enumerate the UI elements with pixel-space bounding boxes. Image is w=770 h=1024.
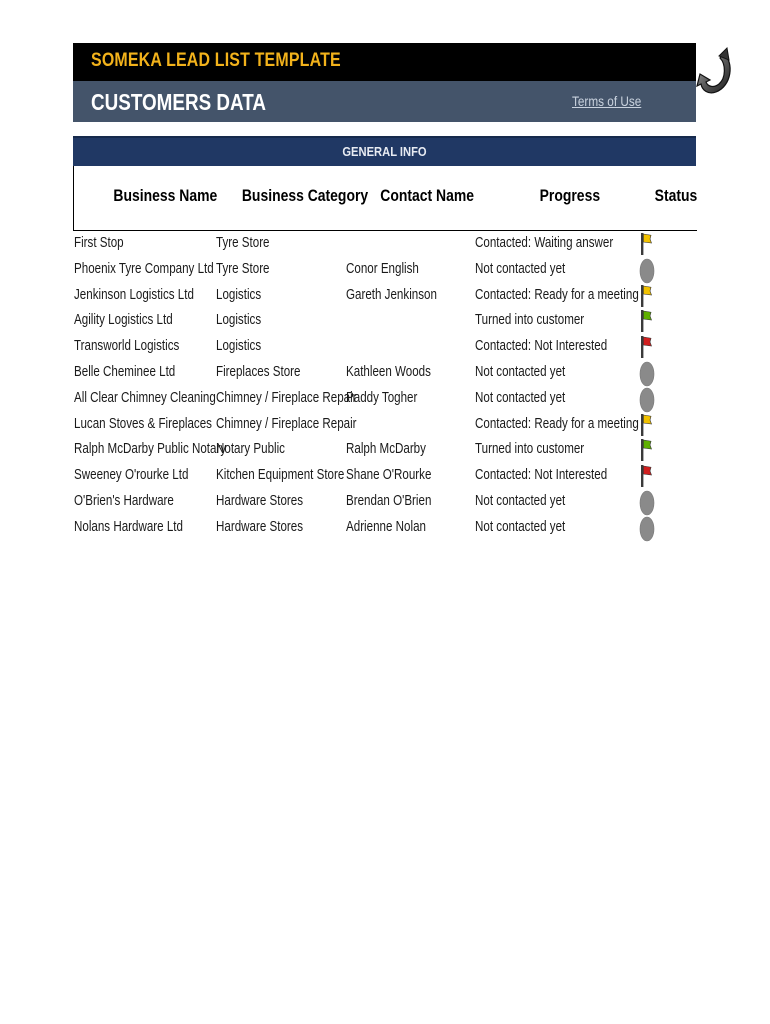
business-name-cell[interactable]: Transworld Logistics	[74, 338, 180, 355]
table-row[interactable]	[73, 232, 696, 258]
column-header-progress: Progress	[539, 186, 601, 205]
contact-name-cell[interactable]: Brendan O'Brien	[346, 492, 432, 509]
business-category-cell[interactable]: Chimney / Fireplace Repair	[216, 389, 357, 406]
business-name-cell[interactable]: Ralph McDarby Public Notary	[74, 441, 227, 458]
terms-of-use-link[interactable]: Terms of Use	[572, 93, 642, 109]
business-category-cell[interactable]: Fireplaces Store	[216, 363, 301, 380]
business-category-cell[interactable]: Hardware Stores	[216, 492, 304, 509]
contact-name-cell[interactable]: Shane O'Rourke	[346, 467, 432, 484]
business-name-cell[interactable]: Nolans Hardware Ltd	[74, 518, 183, 535]
refresh-icon[interactable]	[696, 46, 736, 102]
status-dot-icon	[639, 258, 655, 284]
contact-name-cell[interactable]: Adrienne Nolan	[346, 518, 426, 535]
progress-cell[interactable]: Turned into customer	[475, 441, 585, 458]
progress-cell[interactable]: Not contacted yet	[475, 518, 566, 535]
title-banner	[73, 43, 696, 81]
table-row[interactable]	[73, 490, 696, 516]
table-row[interactable]	[73, 413, 696, 439]
business-name-cell[interactable]: Phoenix Tyre Company Ltd	[74, 260, 214, 277]
table-header	[73, 166, 697, 231]
business-name-cell[interactable]: Lucan Stoves & Fireplaces	[74, 415, 212, 432]
progress-cell[interactable]: Not contacted yet	[475, 363, 566, 380]
business-category-cell[interactable]: Kitchen Equipment Store	[216, 467, 345, 484]
business-category-cell[interactable]: Logistics	[216, 338, 262, 355]
progress-cell[interactable]: Turned into customer	[475, 312, 585, 329]
subtitle-banner	[73, 81, 696, 122]
contact-name-cell[interactable]: Paddy Togher	[346, 389, 418, 406]
table-row[interactable]	[73, 361, 696, 387]
progress-cell[interactable]: Contacted: Not Interested	[475, 338, 608, 355]
contact-name-cell[interactable]: Kathleen Woods	[346, 363, 431, 380]
yellow-flag-icon	[639, 232, 655, 258]
business-name-cell[interactable]: First Stop	[74, 235, 124, 251]
green-flag-icon	[639, 438, 655, 464]
status-dot-icon	[639, 387, 655, 413]
table-row[interactable]	[73, 516, 696, 542]
green-flag-icon	[639, 309, 655, 335]
business-category-cell[interactable]: Logistics	[216, 286, 262, 303]
table-row[interactable]	[73, 309, 696, 335]
column-header-business-name: Business Name	[113, 186, 218, 205]
business-category-cell[interactable]: Notary Public	[216, 441, 285, 458]
business-name-cell[interactable]: Jenkinson Logistics Ltd	[74, 286, 194, 303]
table-row[interactable]	[73, 335, 696, 361]
business-name-cell[interactable]: Agility Logistics Ltd	[74, 312, 173, 329]
yellow-flag-icon	[639, 413, 655, 439]
yellow-flag-icon	[639, 284, 655, 310]
table-row[interactable]	[73, 464, 696, 490]
app-title: SOMEKA LEAD LIST TEMPLATE	[91, 50, 341, 71]
contact-name-cell[interactable]: Gareth Jenkinson	[346, 286, 437, 303]
business-name-cell[interactable]: O'Brien's Hardware	[74, 492, 174, 509]
contact-name-cell[interactable]: Conor English	[346, 260, 419, 277]
progress-cell[interactable]: Not contacted yet	[475, 492, 566, 509]
business-category-cell[interactable]: Tyre Store	[216, 235, 270, 251]
table-row[interactable]	[73, 438, 696, 464]
business-category-cell[interactable]: Chimney / Fireplace Repair	[216, 415, 357, 432]
business-name-cell[interactable]: Belle Cheminee Ltd	[74, 363, 176, 380]
status-dot-icon	[639, 361, 655, 387]
status-dot-icon	[639, 490, 655, 516]
column-header-status: Status	[654, 186, 698, 205]
business-name-cell[interactable]: All Clear Chimney Cleaning	[74, 389, 216, 406]
general-info-band	[73, 136, 696, 167]
table-row[interactable]	[73, 258, 696, 284]
table-body	[73, 232, 696, 542]
page-title: CUSTOMERS DATA	[91, 89, 266, 115]
business-name-cell[interactable]: Sweeney O'rourke Ltd	[74, 467, 189, 484]
red-flag-icon	[639, 464, 655, 490]
contact-name-cell[interactable]: Ralph McDarby	[346, 441, 426, 458]
progress-cell[interactable]: Not contacted yet	[475, 260, 566, 277]
progress-cell[interactable]: Not contacted yet	[475, 389, 566, 406]
section-label: GENERAL INFO	[342, 144, 427, 159]
progress-cell[interactable]: Contacted: Waiting answer	[475, 235, 614, 251]
status-dot-icon	[639, 516, 655, 542]
red-flag-icon	[639, 335, 655, 361]
table-row[interactable]	[73, 387, 696, 413]
business-category-cell[interactable]: Hardware Stores	[216, 518, 304, 535]
business-category-cell[interactable]: Logistics	[216, 312, 262, 329]
business-category-cell[interactable]: Tyre Store	[216, 260, 270, 277]
progress-cell[interactable]: Contacted: Ready for a meeting	[475, 415, 639, 432]
column-header-contact-name: Contact Name	[380, 186, 475, 205]
table-row[interactable]	[73, 284, 696, 310]
progress-cell[interactable]: Contacted: Not Interested	[475, 467, 608, 484]
progress-cell[interactable]: Contacted: Ready for a meeting	[475, 286, 639, 303]
column-header-business-category: Business Category	[241, 186, 369, 205]
